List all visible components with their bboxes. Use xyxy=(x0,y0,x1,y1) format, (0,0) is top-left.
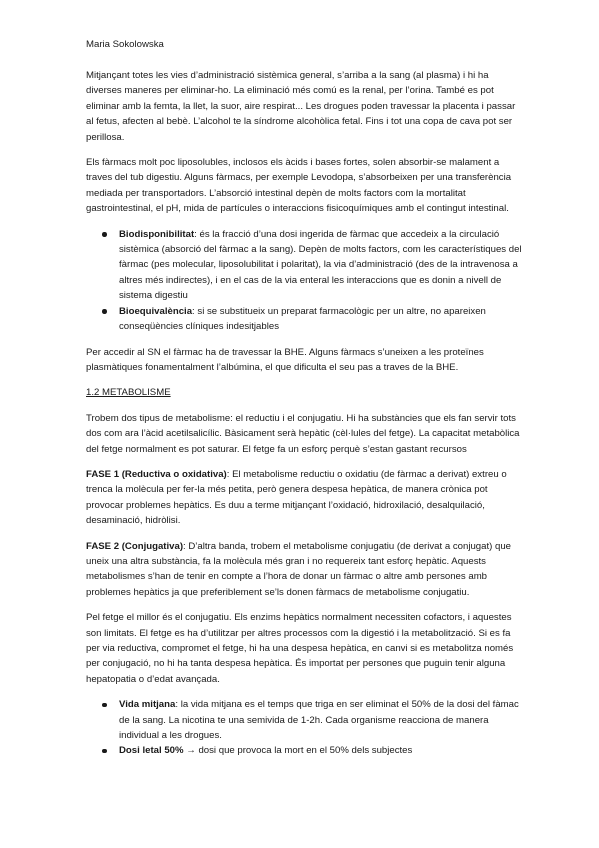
term-definition: és la fracció d’una dosi ingerida de fàrmac que accedeix a la circulació sistèmica (absorció del fàrmac a la sang). Depèn de molts factors, com les característiques del fàrmac (pes molecular, liposolubilitat i polaritat), la via d’administració (des de la intravenosa a altres més indirectes), i en el cas de la via enteral les interaccions que es donin a nivell de sistema digestiu xyxy=(119,228,522,302)
paragraph-absorption: Els fàrmacs molt poc liposolubles, inclosos els àcids i bases fortes, solen absorbir-se malament a traves del tub digestiu. Alguns fàrmacs, per exemple Levodopa, s’absorbeixen per una transferència mediada per transportadors. L’absorció intestinal depèn de molts factors com la mortalitat gastrointestinal, el pH, mida de partícules o interaccions fisicoquímiques amb el contingut intestinal. xyxy=(86,157,512,215)
definitions-list-2 xyxy=(86,697,522,759)
fase1-text: : El metabolisme reductiu o oxidatiu (de fàrmac a derivat) extreu o trenca la molècula per fer-la més petita, però genera despesa hepàtica, de manera crònica pot provocar problemes hepàtics. Es duu a terme mitjançant l’oxidació, hidroxilació, desalquilació, desaminació, hidròlisi. xyxy=(86,468,507,527)
section-heading: 1.2 METABOLISME xyxy=(86,387,171,399)
list-item-bioequivalencia xyxy=(86,304,522,335)
document-body xyxy=(86,68,522,769)
term-label: Dosi letal 50% xyxy=(119,745,184,757)
term-separator: : xyxy=(194,228,200,240)
term-label: Biodisponibilitat xyxy=(119,228,195,240)
term-label: Bioequivalència xyxy=(119,305,193,317)
author-name: Maria Sokolowska xyxy=(86,39,164,50)
fase2-text: : D’altra banda, trobem el metabolisme conjugatiu (de derivat a conjugat) que uneix una altra substància, fa la molècula més gran i no requereix tant esforç hepàtic. Aquests metabolismes s’han de tenir en compte a l’hora de donar un fàrmac o altre amb persones amb problemes hepàtics ja que preferiblement se’ls donen fàrmacs de metabolisme conjugatiu. xyxy=(86,540,511,598)
paragraph-fase1 xyxy=(86,467,522,529)
paragraph-fase2 xyxy=(86,539,522,601)
term-definition: dosi que provoca la mort en el 50% dels subjectes xyxy=(198,745,413,757)
paragraph-liver: Pel fetge el millor és el conjugatiu. Els enzims hepàtics normalment necessiten cofactors, i aquestes son limitats. El fetge es ha d’utilitzar per altres processos com la digestió i la metabolització. Si es fa per via reductiva, compromet el fetge, hi ha una despesa hepàtica, en canvi si es metabolitza només per conjugació, no hi ha tanta despesa hepàtica. És importat per persones que puguin tenir alguna hepatopatia o d’edat avançada. xyxy=(86,612,514,685)
list-item-biodisponibilitat xyxy=(86,227,522,304)
term-label: Vida mitjana xyxy=(119,699,176,711)
term-separator: → xyxy=(183,745,199,757)
paragraph-bhe: Per accedir al SN el fàrmac ha de travessar la BHE. Alguns fàrmacs s’uneixen a les proteïnes plasmàtiques fonamentalment l’albúmina, el que dificulta el seu pas a traves de la BHE. xyxy=(86,346,484,373)
fase1-label: FASE 1 (Reductiva o oxidativa) xyxy=(86,468,227,480)
list-item-dosi-letal xyxy=(86,743,522,758)
term-definition: la vida mitjana es el temps que triga en ser eliminat el 50% de la dosi del fàmac de la sang. La nicotina te una semivida de 1-2h. Cada organisme reacciona de manera individual a les drogues. xyxy=(119,699,519,742)
fase2-label: FASE 2 (Conjugativa) xyxy=(86,540,184,552)
paragraph-elimination: Mitjançant totes les vies d’administració sistèmica general, s’arriba a la sang (al plasma) i hi ha diverses maneres per eliminar-ho. La eliminació més comú es la renal, per l’orina. També es pot eliminar amb la femta, la llet, la suor, aire respirat... Les drogues poden travessar la placenta i passar al fetus, afecten al bebè. L’alcohol te la síndrome alcohòlica fetal. Fins i tot una copa de cava pot ser perillosa. xyxy=(86,70,516,143)
list-item-vida-mitjana xyxy=(86,697,522,743)
term-separator: : xyxy=(175,699,181,711)
term-definition: si se substitueix un preparat farmacològic per un altre, no apareixen conseqüències clíniques indesitjables xyxy=(119,305,486,333)
term-separator: : xyxy=(192,305,198,317)
definitions-list-1 xyxy=(86,227,522,335)
paragraph-metabolism: Trobem dos tipus de metabolisme: el reductiu i el conjugatiu. Hi ha substàncies que els fan servir tots dos com ara l’àcid acetilsalicílic. Bàsicament serà hepàtic (cèl·lules del fetge). La capacitat metabòlica del fetge normalment es pot saturar. El fetge fa un esforç perquè s’estan gastant recursos xyxy=(86,412,520,455)
